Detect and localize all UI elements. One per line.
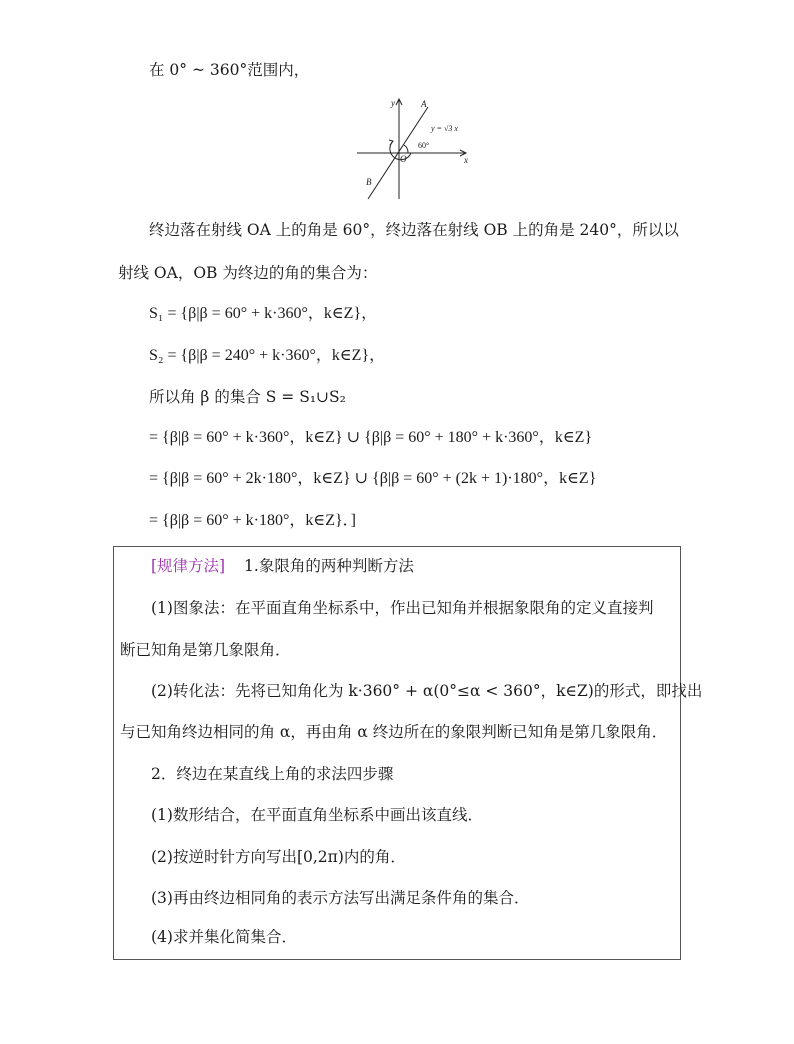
equation-line-2: = {β|β = 60° + 2k·180°，k∈Z} ∪ {β|β = 60° + (2k + 1)·180°，k∈Z} [149, 470, 597, 487]
equation-line-1: = {β|β = 60° + k·360°，k∈Z} ∪ {β|β = 60° + 180° + k·360°，k∈Z} [149, 429, 593, 446]
step-1: (1)数形结合，在平面直角坐标系中画出该直线． [151, 806, 483, 824]
set-s1: S₁ = {β|β = 60° + k·360°，k∈Z}， [149, 305, 378, 322]
y-axis-label: y [391, 98, 395, 108]
method-box [113, 546, 703, 960]
angle-figure [353, 95, 473, 203]
method-tag: [规律方法] [151, 557, 226, 575]
angle-arc-60 [404, 145, 408, 153]
set-s2: S₂ = {β|β = 240° + k·360°，k∈Z}， [149, 347, 386, 364]
origin-label: O [400, 154, 407, 164]
box-heading-1-row [151, 556, 414, 576]
arc-arrow [389, 140, 393, 145]
step-3: (3)再由终边相同角的表示方法写出满足条件角的集合． [151, 889, 530, 907]
box-heading-1: 1.象限角的两种判断方法 [244, 557, 414, 575]
step-4: (4)求并集化简集合． [151, 928, 297, 946]
method-2-line-1: (2)转化法：先将已知角化为 k·360° + α(0°≤α < 360°，k∈Z)的形式，即找出 [151, 682, 703, 700]
point-b-label: B [366, 177, 372, 187]
intro-text: 在 0° ~ 360°范围内， [149, 61, 310, 79]
method-1-line-1: (1)图象法：在平面直角坐标系中，作出已知角并根据象限角的定义直接判 [151, 599, 654, 617]
paragraph-line-1: 终边落在射线 OA 上的角是 60°，终边落在射线 OB 上的角是 240°，所以以 [149, 221, 679, 239]
x-axis-label: x [464, 155, 468, 165]
paragraph-line-2: 射线 OA，OB 为终边的角的集合为： [118, 264, 378, 282]
step-2: (2)按逆时针方向写出[0,2π)内的角． [151, 848, 406, 866]
equation-label: y = √3 x [431, 124, 458, 133]
method-2-line-2: 与已知角终边相同的角 α，再由角 α 终边所在的象限判断已知角是第几象限角． [120, 723, 668, 741]
equation-line-3: = {β|β = 60° + k·180°，k∈Z}．] [149, 512, 356, 529]
union-line: 所以角 β 的集合 S = S₁∪S₂ [149, 388, 346, 406]
angle-label: 60° [418, 141, 430, 150]
method-1-line-2: 断已知角是第几象限角． [120, 641, 291, 659]
point-a-label: A [421, 99, 427, 109]
box-heading-2: 2．终边在某直线上角的求法四步骤 [151, 765, 394, 783]
